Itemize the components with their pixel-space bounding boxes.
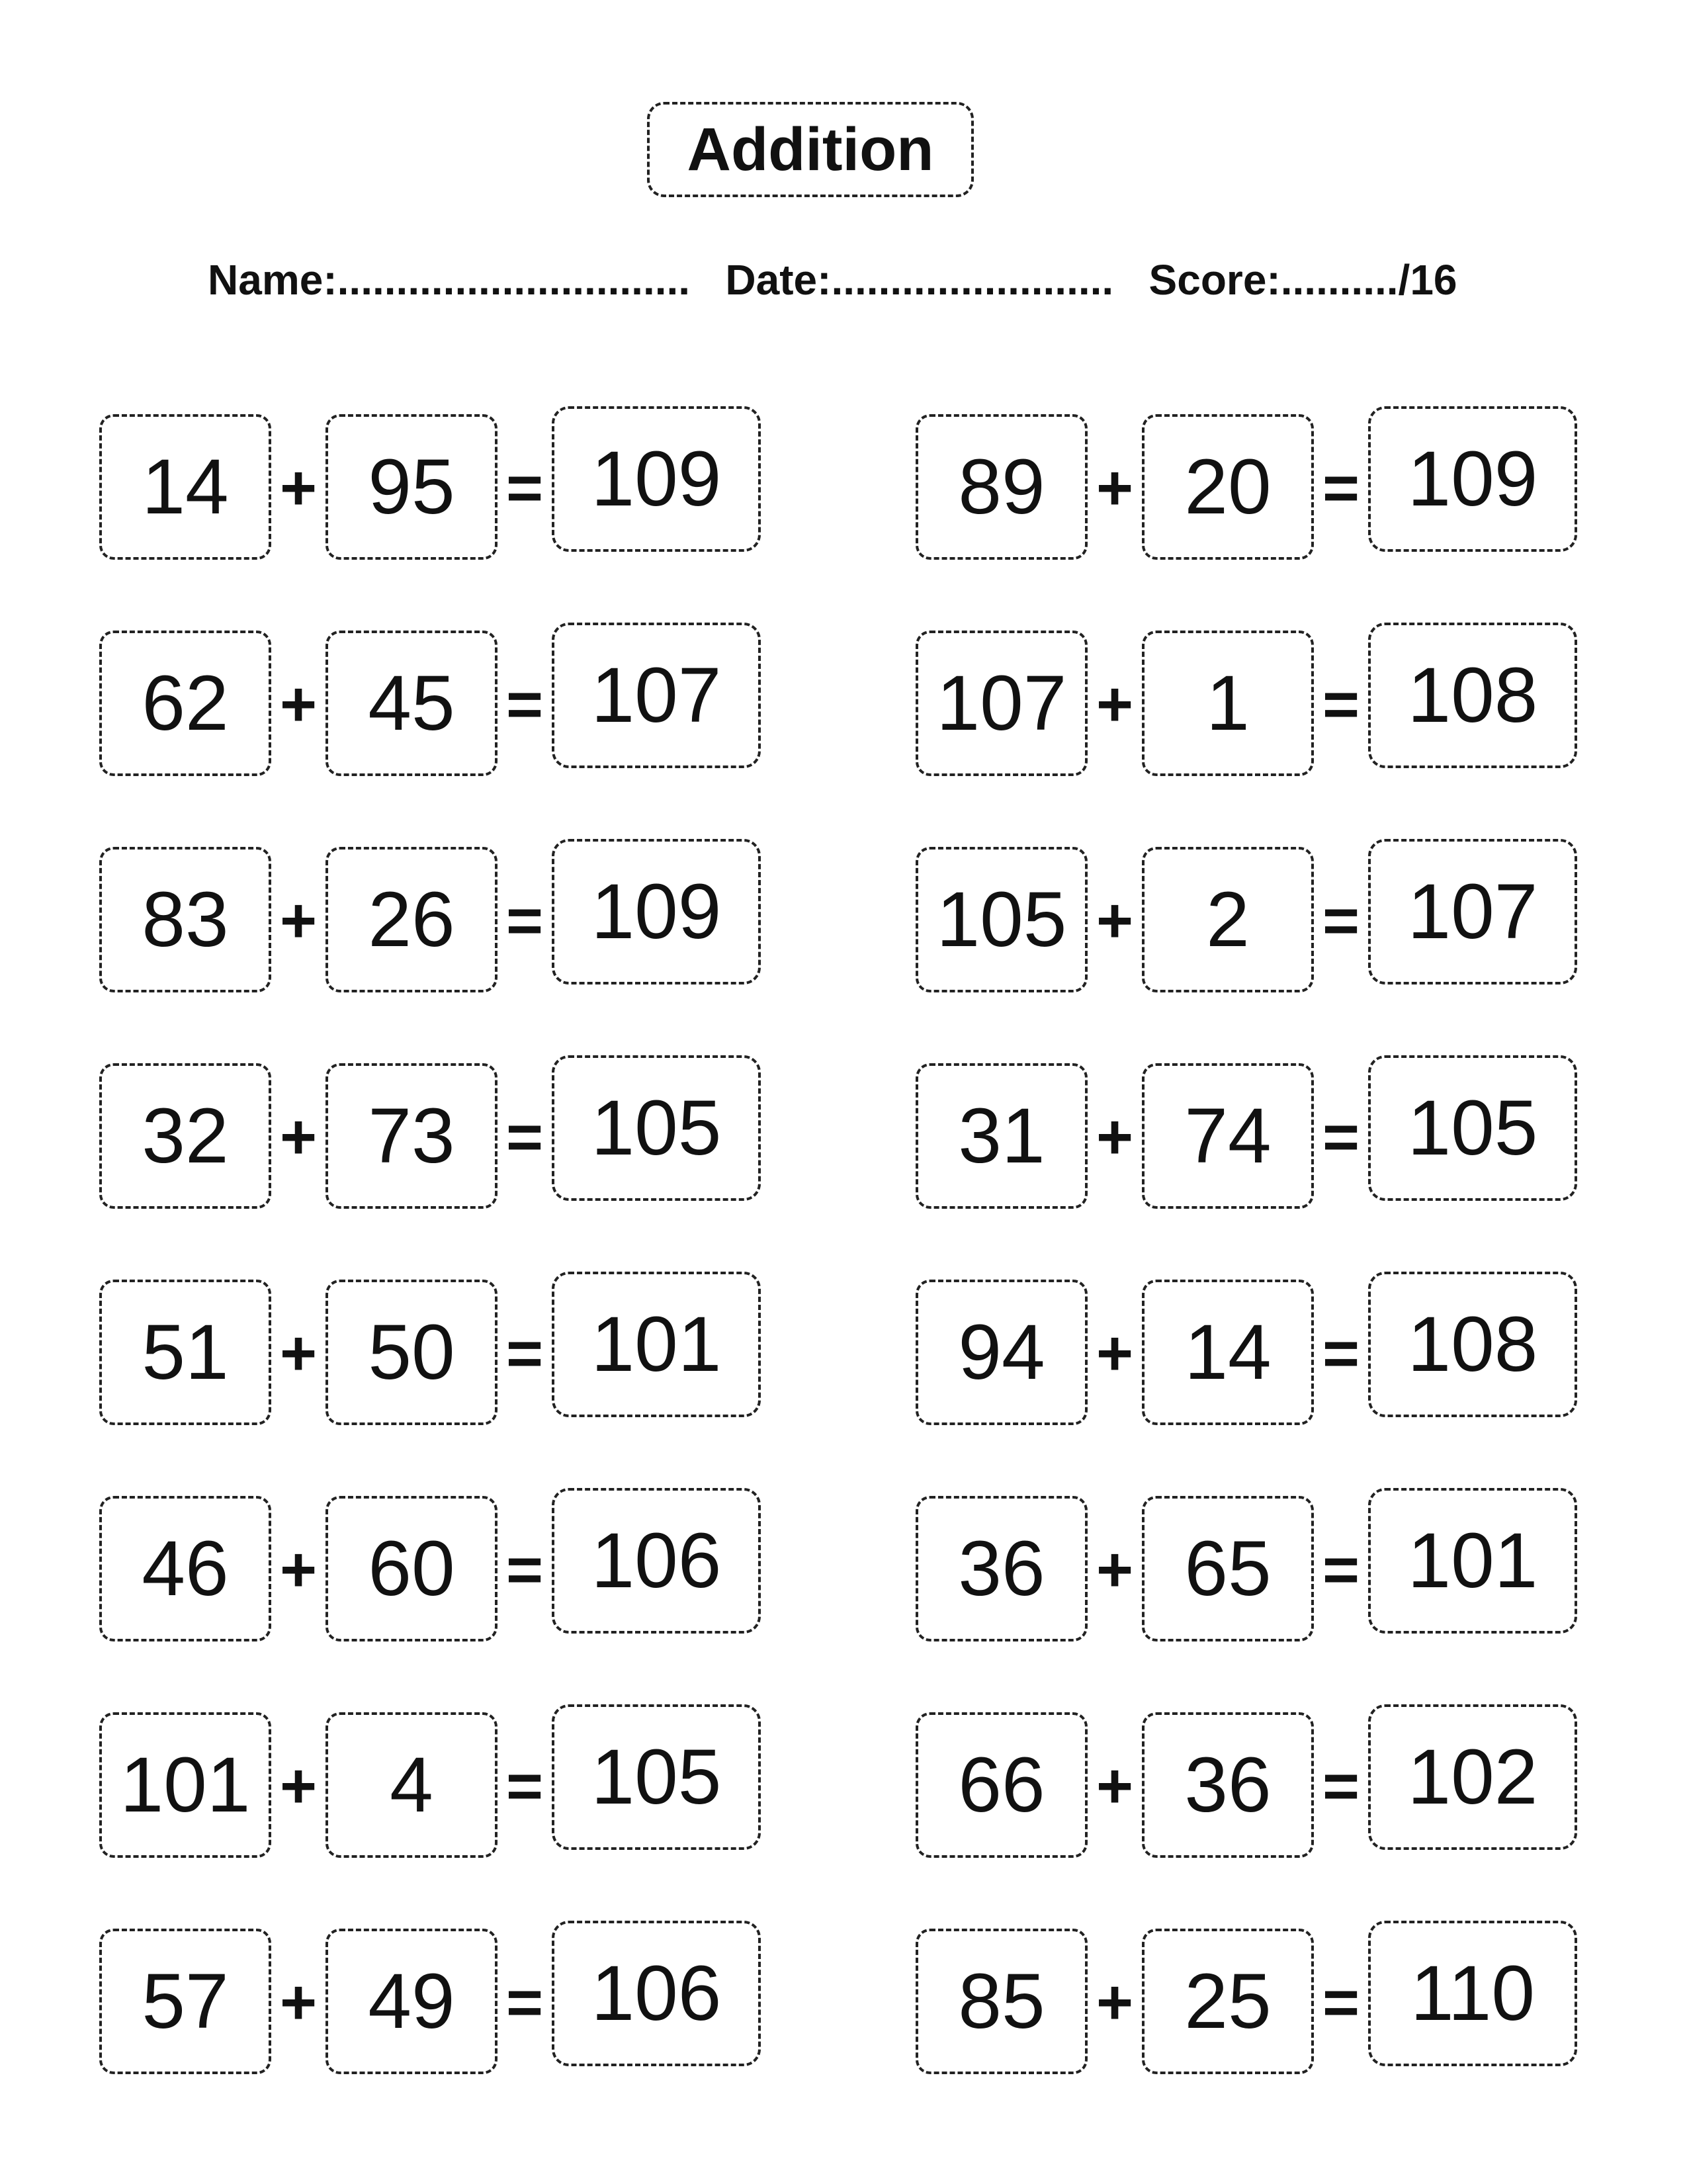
answer-box: 108 — [1368, 1272, 1577, 1417]
addend-a-box: 66 — [916, 1712, 1088, 1858]
equals-sign: = — [505, 1318, 544, 1389]
equals-sign: = — [505, 669, 544, 740]
info-line — [208, 250, 1504, 310]
equals-sign: = — [505, 453, 544, 523]
addend-a-box: 107 — [916, 631, 1088, 776]
equals-sign: = — [1322, 1967, 1360, 2038]
plus-sign: + — [1096, 1751, 1134, 1821]
addend-b-box: 60 — [325, 1496, 497, 1641]
addend-a-box: 89 — [916, 414, 1088, 560]
answer-box: 105 — [552, 1704, 761, 1850]
addend-a-box: 105 — [916, 847, 1088, 992]
addend-a-box: 14 — [99, 414, 271, 560]
addend-a-box: 101 — [99, 1712, 271, 1858]
addend-a-box: 46 — [99, 1496, 271, 1641]
plus-sign: + — [1096, 453, 1134, 523]
addend-b-box: 45 — [325, 631, 497, 776]
problem-row — [99, 1274, 767, 1426]
equals-sign: = — [1322, 1318, 1360, 1389]
plus-sign: + — [279, 453, 318, 523]
addend-b-box: 36 — [1142, 1712, 1314, 1858]
addend-b-box: 65 — [1142, 1496, 1314, 1641]
equals-sign: = — [505, 1751, 544, 1821]
answer-box: 101 — [552, 1272, 761, 1417]
problem-row — [916, 1491, 1584, 1643]
plus-sign: + — [1096, 885, 1134, 956]
plus-sign: + — [279, 1751, 318, 1821]
addend-b-box: 73 — [325, 1063, 497, 1209]
equals-sign: = — [505, 1967, 544, 2038]
addend-b-box: 25 — [1142, 1929, 1314, 2074]
problem-row — [99, 625, 767, 777]
addend-b-box: 26 — [325, 847, 497, 992]
addend-b-box: 50 — [325, 1280, 497, 1425]
addend-a-box: 32 — [99, 1063, 271, 1209]
equals-sign: = — [1322, 1751, 1360, 1821]
answer-box: 109 — [552, 839, 761, 984]
addend-a-box: 31 — [916, 1063, 1088, 1209]
problem-row — [916, 1707, 1584, 1859]
plus-sign: + — [279, 1102, 318, 1172]
problem-row — [916, 409, 1584, 561]
answer-box: 110 — [1368, 1921, 1577, 2066]
plus-sign: + — [279, 885, 318, 956]
answer-box: 109 — [552, 406, 761, 552]
plus-sign: + — [279, 1534, 318, 1605]
addend-b-box: 1 — [1142, 631, 1314, 776]
addend-a-box: 85 — [916, 1929, 1088, 2074]
plus-sign: + — [1096, 1318, 1134, 1389]
answer-box: 108 — [1368, 623, 1577, 768]
answer-box: 105 — [552, 1055, 761, 1201]
answer-box: 106 — [552, 1921, 761, 2066]
problem-row — [916, 842, 1584, 994]
equals-sign: = — [1322, 885, 1360, 956]
problem-row — [99, 1923, 767, 2075]
plus-sign: + — [279, 669, 318, 740]
addend-a-box: 57 — [99, 1929, 271, 2074]
equals-sign: = — [1322, 1534, 1360, 1605]
addend-b-box: 2 — [1142, 847, 1314, 992]
addend-b-box: 14 — [1142, 1280, 1314, 1425]
addend-b-box: 95 — [325, 414, 497, 560]
addend-a-box: 36 — [916, 1496, 1088, 1641]
answer-box: 109 — [1368, 406, 1577, 552]
plus-sign: + — [279, 1318, 318, 1389]
answer-box: 102 — [1368, 1704, 1577, 1850]
problem-row — [99, 1707, 767, 1859]
equals-sign: = — [1322, 453, 1360, 523]
addend-b-box: 20 — [1142, 414, 1314, 560]
answer-box: 106 — [552, 1488, 761, 1634]
answer-box: 107 — [1368, 839, 1577, 984]
problem-row — [99, 1491, 767, 1643]
addend-a-box: 51 — [99, 1280, 271, 1425]
addend-b-box: 4 — [325, 1712, 497, 1858]
answer-box: 107 — [552, 623, 761, 768]
score-field-label: Score:........../16 — [1148, 256, 1457, 304]
problem-row — [99, 842, 767, 994]
plus-sign: + — [1096, 1534, 1134, 1605]
addend-a-box: 94 — [916, 1280, 1088, 1425]
equals-sign: = — [1322, 1102, 1360, 1172]
equals-sign: = — [505, 1534, 544, 1605]
title-box — [647, 102, 974, 197]
worksheet-title: Addition — [687, 116, 934, 183]
name-field-label: Name:.............................. — [208, 256, 691, 304]
addend-b-box: 49 — [325, 1929, 497, 2074]
problem-row — [916, 1274, 1584, 1426]
equals-sign: = — [505, 885, 544, 956]
plus-sign: + — [1096, 1967, 1134, 2038]
plus-sign: + — [1096, 1102, 1134, 1172]
addend-a-box: 83 — [99, 847, 271, 992]
addend-b-box: 74 — [1142, 1063, 1314, 1209]
plus-sign: + — [1096, 669, 1134, 740]
answer-box: 105 — [1368, 1055, 1577, 1201]
equals-sign: = — [1322, 669, 1360, 740]
problem-row — [916, 1058, 1584, 1210]
problem-row — [916, 1923, 1584, 2075]
date-field-label: Date:........................ — [725, 256, 1114, 304]
problem-row — [916, 625, 1584, 777]
addend-a-box: 62 — [99, 631, 271, 776]
answer-box: 101 — [1368, 1488, 1577, 1634]
problem-row — [99, 1058, 767, 1210]
plus-sign: + — [279, 1967, 318, 2038]
equals-sign: = — [505, 1102, 544, 1172]
problem-row — [99, 409, 767, 561]
